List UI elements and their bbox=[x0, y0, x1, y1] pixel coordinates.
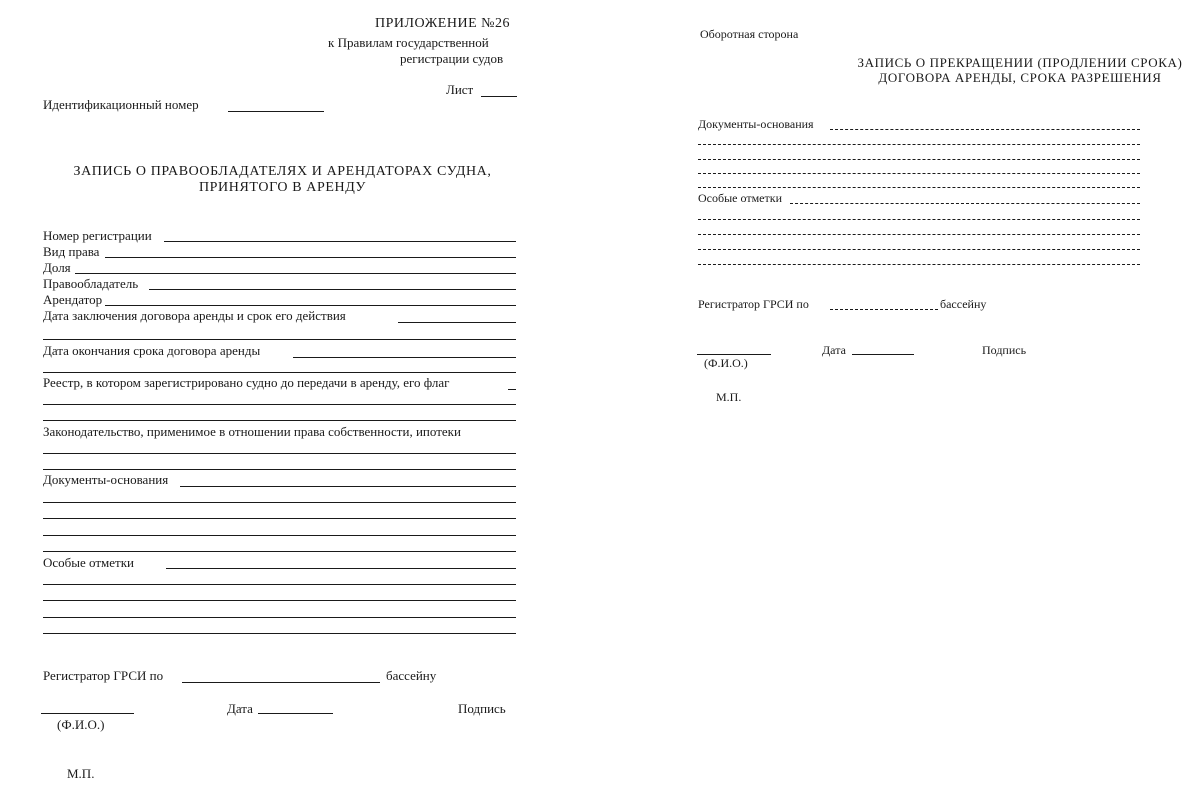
appendix-number: ПРИЛОЖЕНИЕ №26 bbox=[375, 16, 510, 31]
back-notes-field-line4[interactable] bbox=[698, 249, 1140, 250]
back-documents-field-line4[interactable] bbox=[698, 173, 1140, 174]
back-documents-label: Документы-основания bbox=[698, 117, 814, 131]
reverse-side-header: Оборотная сторона bbox=[700, 27, 799, 41]
back-registrar-basin-suffix: бассейну bbox=[940, 297, 987, 311]
notes-field[interactable] bbox=[166, 568, 516, 569]
registrar-basin-field[interactable] bbox=[182, 682, 380, 683]
notes-field-line4[interactable] bbox=[43, 617, 516, 618]
contract-end-field-line2[interactable] bbox=[43, 372, 516, 373]
fio-label: (Ф.И.О.) bbox=[57, 717, 105, 732]
contract-end-field[interactable] bbox=[293, 357, 516, 358]
form-title-line2: ПРИНЯТОГО В АРЕНДУ bbox=[198, 180, 367, 195]
contract-date-field[interactable] bbox=[398, 322, 516, 323]
back-registrar-basin-field[interactable] bbox=[830, 309, 938, 310]
signature-label: Подпись bbox=[458, 701, 506, 716]
holder-field[interactable] bbox=[149, 289, 516, 290]
fio-field[interactable] bbox=[41, 713, 134, 714]
right-type-field[interactable] bbox=[105, 257, 516, 258]
back-notes-field-line2[interactable] bbox=[698, 219, 1140, 220]
back-notes-field-line5[interactable] bbox=[698, 264, 1140, 265]
documents-field-line4[interactable] bbox=[43, 535, 516, 536]
documents-label: Документы-основания bbox=[43, 472, 169, 487]
sheet-label: Лист bbox=[446, 82, 474, 97]
back-stamp-label: М.П. bbox=[716, 390, 742, 404]
documents-field-line2[interactable] bbox=[43, 502, 516, 503]
reg-number-field[interactable] bbox=[164, 241, 516, 242]
registry-label: Реестр, в котором зарегистрировано судно до передачи в аренду, его флаг bbox=[43, 375, 450, 390]
contract-date-label: Дата заключения договора аренды и срок его действия bbox=[43, 308, 346, 323]
back-documents-field[interactable] bbox=[830, 129, 1140, 130]
legislation-field-line1[interactable] bbox=[43, 453, 516, 454]
appendix-rules-line: к Правилам государственной bbox=[328, 35, 489, 50]
back-date-field[interactable] bbox=[852, 354, 914, 355]
notes-field-line2[interactable] bbox=[43, 584, 516, 585]
reg-number-label: Номер регистрации bbox=[43, 228, 152, 243]
back-signature-label: Подпись bbox=[982, 343, 1027, 357]
back-date-label: Дата bbox=[822, 343, 846, 357]
lessee-label: Арендатор bbox=[43, 292, 103, 307]
date-field[interactable] bbox=[258, 713, 333, 714]
back-fio-label: (Ф.И.О.) bbox=[704, 356, 748, 370]
back-title-line1: ЗАПИСЬ О ПРЕКРАЩЕНИИ (ПРОДЛЕНИИ СРОКА) bbox=[857, 55, 1183, 70]
notes-field-line3[interactable] bbox=[43, 600, 516, 601]
back-notes-field-line3[interactable] bbox=[698, 234, 1140, 235]
share-field[interactable] bbox=[75, 273, 516, 274]
back-documents-field-line3[interactable] bbox=[698, 159, 1140, 160]
date-label: Дата bbox=[227, 701, 253, 716]
sheet-number-field[interactable] bbox=[481, 96, 517, 97]
documents-field[interactable] bbox=[180, 486, 516, 487]
registrar-basin-suffix: бассейну bbox=[386, 668, 437, 683]
lessee-field[interactable] bbox=[105, 305, 516, 306]
form-back-page bbox=[600, 0, 1200, 800]
contract-date-field-line2[interactable] bbox=[43, 339, 516, 340]
back-notes-label: Особые отметки bbox=[698, 191, 782, 205]
documents-field-line5[interactable] bbox=[43, 551, 516, 552]
registrar-label: Регистратор ГРСИ по bbox=[43, 668, 164, 683]
back-documents-field-line5[interactable] bbox=[698, 187, 1140, 188]
back-registrar-label: Регистратор ГРСИ по bbox=[698, 297, 809, 311]
share-label: Доля bbox=[43, 260, 71, 275]
registry-field-line2[interactable] bbox=[43, 404, 516, 405]
documents-field-line3[interactable] bbox=[43, 518, 516, 519]
registry-field[interactable] bbox=[508, 389, 516, 390]
id-number-field[interactable] bbox=[228, 111, 324, 112]
right-type-label: Вид права bbox=[43, 244, 100, 259]
notes-field-line5[interactable] bbox=[43, 633, 516, 634]
back-notes-field[interactable] bbox=[790, 203, 1140, 204]
back-title-line2: ДОГОВОРА АРЕНДЫ, СРОКА РАЗРЕШЕНИЯ bbox=[878, 70, 1162, 85]
id-number-label: Идентификационный номер bbox=[43, 97, 199, 112]
appendix-rules-line-2: регистрации судов bbox=[400, 51, 504, 66]
stamp-label: М.П. bbox=[67, 766, 95, 781]
holder-label: Правообладатель bbox=[43, 276, 139, 291]
form-title-line1: ЗАПИСЬ О ПРАВООБЛАДАТЕЛЯХ И АРЕНДАТОРАХ СУДНА, bbox=[73, 164, 492, 179]
contract-end-label: Дата окончания срока договора аренды bbox=[43, 343, 261, 358]
back-documents-field-line2[interactable] bbox=[698, 144, 1140, 145]
legislation-label: Законодательство, применимое в отношении права собственности, ипотеки bbox=[43, 424, 461, 439]
registry-field-line3[interactable] bbox=[43, 420, 516, 421]
legislation-field-line2[interactable] bbox=[43, 469, 516, 470]
notes-label: Особые отметки bbox=[43, 555, 134, 570]
